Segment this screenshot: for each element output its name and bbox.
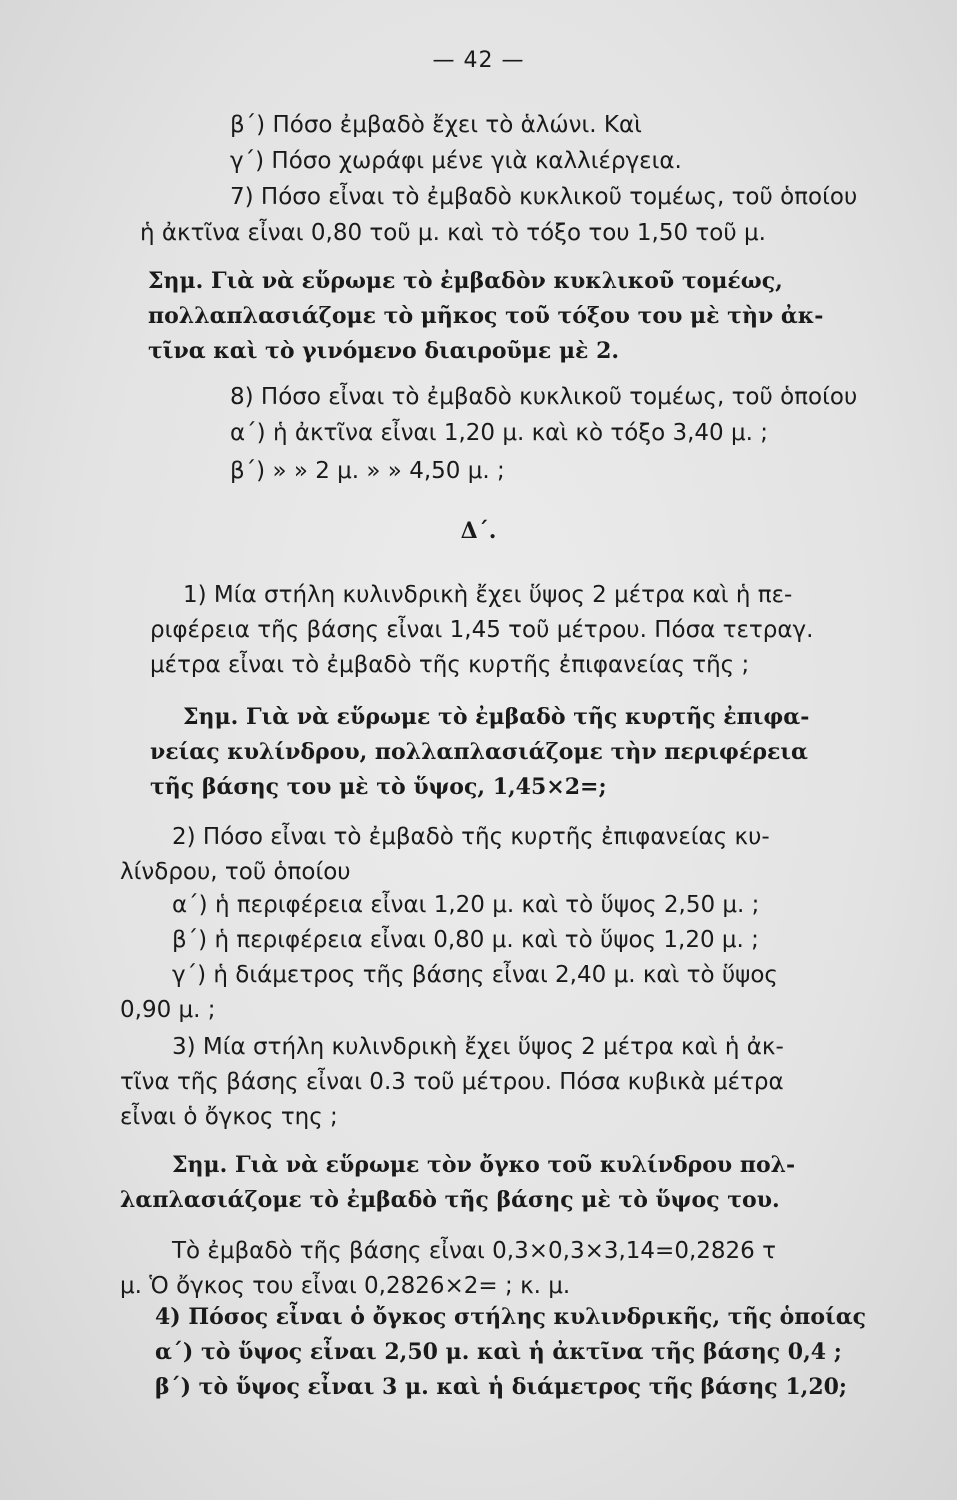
text-line: α΄) ἡ ἀκτῖνα εἶναι 1,20 μ. καὶ κὸ τόξο 3,40 μ. ;	[230, 420, 768, 446]
text-line: μ. Ὁ ὄγκος του εἶναι 0,2826×2= ; κ. μ.	[120, 1273, 571, 1299]
text-line: β΄) » » 2 μ. » » 4,50 μ. ;	[230, 458, 505, 484]
note-line: λαπλασιάζομε τὸ ἐμβαδὸ τῆς βάσης μὲ τὸ ὕψος του.	[120, 1187, 780, 1213]
section-heading: Δ΄.	[460, 518, 497, 544]
text-line: β΄) τὸ ὕψος εἶναι 3 μ. καὶ ἡ διάμετρος τῆς βάσης 1,20;	[155, 1374, 848, 1400]
note-line: πολλαπλασιάζομε τὸ μῆκος τοῦ τόξου του μὲ τὴν ἀκ-	[148, 303, 824, 329]
text-line: β΄) ἡ περιφέρεια εἶναι 0,80 μ. καὶ τὸ ὕψος 1,20 μ. ;	[172, 927, 759, 953]
note-line: Σημ. Γιὰ νὰ εὕρωμε τὸ ἐμβαδὸν κυκλικοῦ τομέως,	[148, 268, 783, 294]
text-line: μέτρα εἶναι τὸ ἐμβαδὸ τῆς κυρτῆς ἐπιφανείας τῆς ;	[150, 652, 750, 678]
text-line: 0,90 μ. ;	[120, 997, 216, 1023]
text-line: γ΄) Πόσο χωράφι μένε γιὰ καλλιέργεια.	[230, 148, 682, 174]
text-line: 7) Πόσο εἶναι τὸ ἐμβαδὸ κυκλικοῦ τομέως, τοῦ ὁποίου	[230, 184, 858, 210]
text-line: α΄) τὸ ὕψος εἶναι 2,50 μ. καὶ ἡ ἀκτῖνα τῆς βάσης 0,4 ;	[155, 1339, 842, 1365]
text-line: ριφέρεια τῆς βάσης εἶναι 1,45 τοῦ μέτρου. Πόσα τετραγ.	[150, 617, 814, 643]
note-line: τῆς βάσης του μὲ τὸ ὕψος, 1,45×2=;	[150, 774, 607, 800]
text-line: 3) Μία στήλη κυλινδρικὴ ἔχει ὕψος 2 μέτρα καὶ ἡ ἀκ-	[172, 1034, 784, 1060]
note-line: Σημ. Γιὰ νὰ εὕρωμε τὸν ὄγκο τοῦ κυλίνδρου πολ-	[172, 1152, 796, 1178]
note-line: νείας κυλίνδρου, πολλαπλασιάζομε τὴν περιφέρεια	[150, 739, 808, 765]
text-line: α΄) ἡ περιφέρεια εἶναι 1,20 μ. καὶ τὸ ὕψος 2,50 μ. ;	[172, 892, 760, 918]
text-line: τῖνα τῆς βάσης εἶναι 0.3 τοῦ μέτρου. Πόσα κυβικὰ μέτρα	[120, 1069, 784, 1095]
text-line: 4) Πόσος εἶναι ὁ ὄγκος στήλης κυλινδρικῆς, τῆς ὁποίας	[155, 1304, 867, 1330]
text-line: ἡ ἀκτῖνα εἶναι 0,80 τοῦ μ. καὶ τὸ τόξο του 1,50 τοῦ μ.	[140, 220, 766, 246]
text-line: 1) Μία στήλη κυλινδρικὴ ἔχει ὕψος 2 μέτρα καὶ ἡ πε-	[183, 582, 793, 608]
text-line: εἶναι ὁ ὄγκος της ;	[120, 1104, 338, 1130]
page-number: — 42 —	[432, 48, 525, 73]
text-line: β΄) Πόσο ἐμβαδὸ ἔχει τὸ ἁλώνι. Καὶ	[230, 112, 642, 138]
text-line: γ΄) ἡ διάμετρος τῆς βάσης εἶναι 2,40 μ. καὶ τὸ ὕψος	[172, 962, 778, 988]
text-line: Τὸ ἐμβαδὸ τῆς βάσης εἶναι 0,3×0,3×3,14=0,2826 τ	[172, 1238, 776, 1264]
text-line: 2) Πόσο εἶναι τὸ ἐμβαδὸ τῆς κυρτῆς ἐπιφανείας κυ-	[172, 824, 770, 850]
note-line: τῖνα καὶ τὸ γινόμενο διαιροῦμε μὲ 2.	[148, 338, 620, 364]
text-line: 8) Πόσο εἶναι τὸ ἐμβαδὸ κυκλικοῦ τομέως, τοῦ ὁποίου	[230, 384, 858, 410]
note-line: Σημ. Γιὰ νὰ εὕρωμε τὸ ἐμβαδὸ τῆς κυρτῆς ἐπιφα-	[183, 704, 810, 730]
text-line: λίνδρου, τοῦ ὁποίου	[120, 859, 351, 885]
